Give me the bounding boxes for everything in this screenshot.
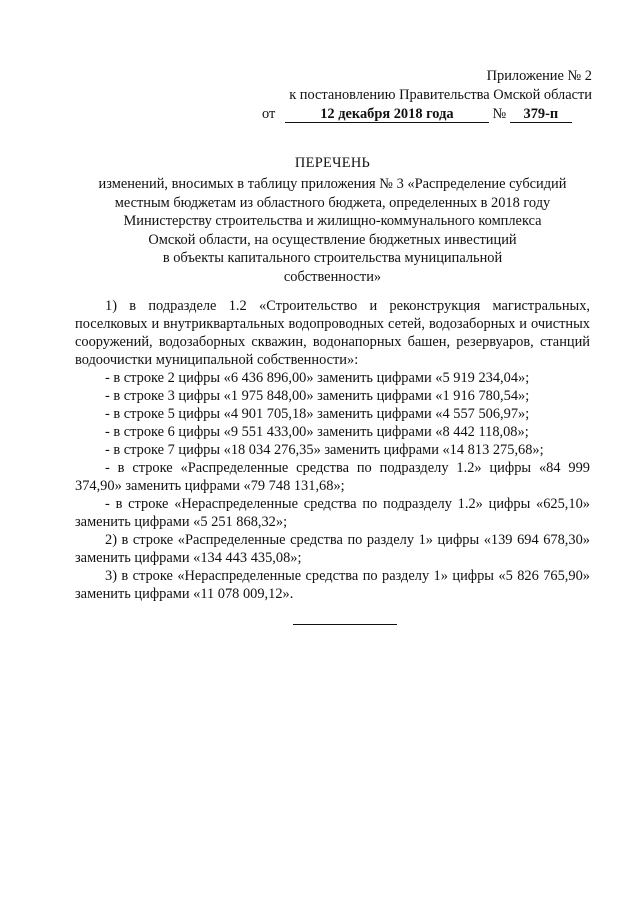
document-title [75,154,590,287]
title-line-4: Омской области, на осуществление бюджетных инвестиций [148,231,517,248]
number-prefix: № [492,106,507,122]
title-line-5: в объекты капитального строительства муниципальной [162,250,503,267]
title-line-6: собственности» [283,268,382,285]
decree-number: 379-п [510,106,572,123]
sub-item-row-3: - в строке 3 цифры «1 975 848,00» заменить цифрами «1 916 780,54»; [105,388,530,404]
decree-date-line [262,105,592,124]
item-2: 2) в строке «Распределенные средства по разделу 1» цифры «139 694 678,30» заменить цифрами «134 443 435,08»; [75,532,590,566]
appendix-reference: к постановлению Правительства Омской области [289,87,592,103]
closing-rule [293,624,397,625]
appendix-header [262,67,592,124]
document-body [75,297,590,603]
sub-item-row-5: - в строке 5 цифры «4 901 705,18» заменить цифрами «4 557 506,97»; [105,406,530,422]
sub-item-row-6: - в строке 6 цифры «9 551 433,00» заменить цифрами «8 442 118,08»; [105,424,529,440]
title-line-1: изменений, вносимых в таблицу приложения № 3 «Распределение субсидий [98,176,567,192]
sub-item-undistributed: - в строке «Нераспределенные средства по подразделу 1.2» цифры «625,10» заменить цифрами «5 251 868,32»; [75,496,590,530]
title-line-3: Министерству строительства и жилищно-коммунального комплекса [123,213,542,230]
title-line-2: местным бюджетам из областного бюджета, определенных в 2018 году [114,194,551,211]
item-1-intro: 1) в подразделе 1.2 «Строительство и реконструкция магистральных, поселковых и внутриквартальных водопроводных сетей, водозаборных и очистных сооружений, водозаборных скважин, водонапорных башен, резервуаров, станций водоочистки муниципальной собственности»: [75,298,590,368]
decree-date: 12 декабря 2018 года [285,106,489,123]
sub-item-row-2: - в строке 2 цифры «6 436 896,00» заменить цифрами «5 919 234,04»; [105,370,530,386]
sub-item-distributed: - в строке «Распределенные средства по подразделу 1.2» цифры «84 999 374,90» заменить цифрами «79 748 131,68»; [75,460,590,494]
title-heading: ПЕРЕЧЕНЬ [294,155,371,171]
sub-item-row-7: - в строке 7 цифры «18 034 276,35» заменить цифрами «14 813 275,68»; [105,442,544,458]
date-prefix: от [262,106,276,122]
appendix-number: Приложение № 2 [486,68,592,84]
item-3: 3) в строке «Нераспределенные средства по разделу 1» цифры «5 826 765,90» заменить цифрами «11 078 009,12». [75,568,590,602]
